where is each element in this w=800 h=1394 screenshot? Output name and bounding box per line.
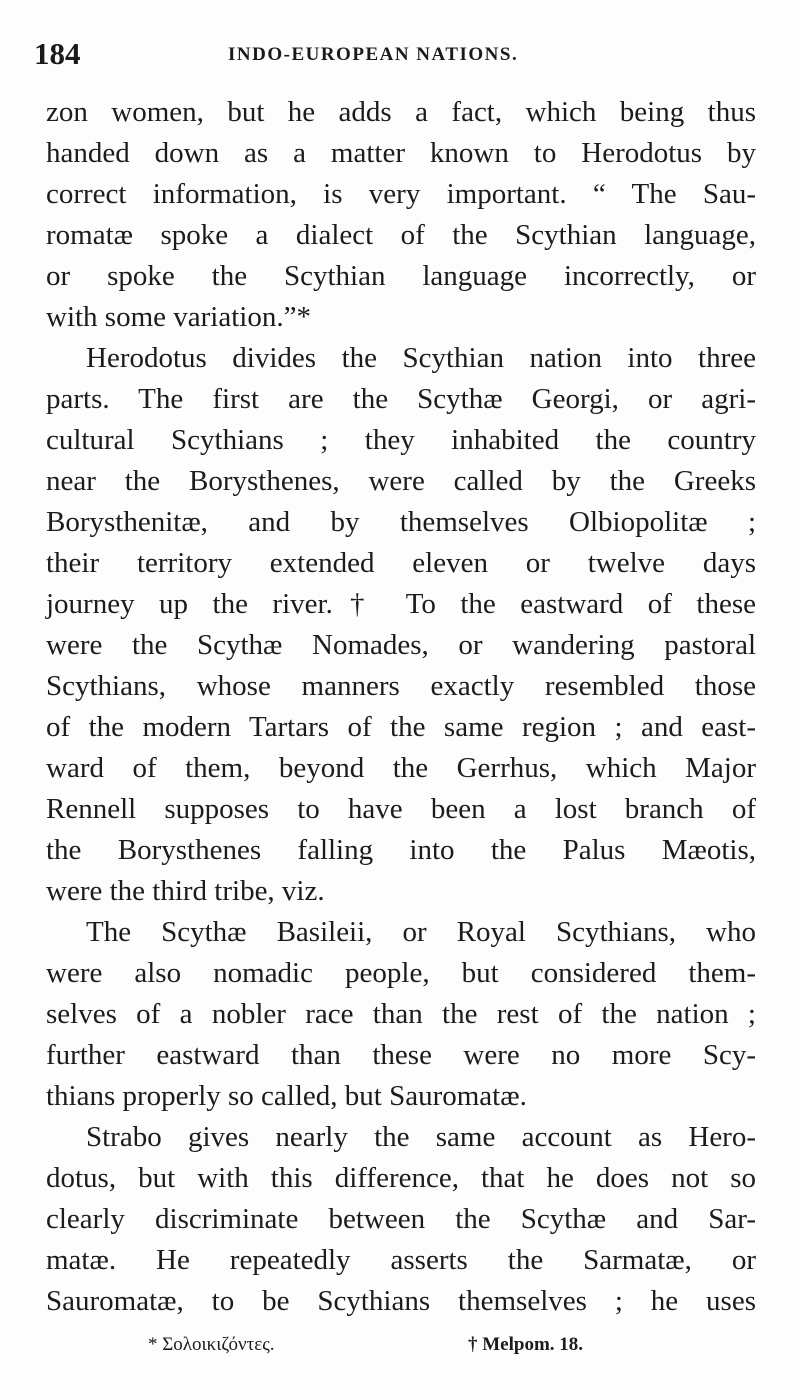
text-line: their territory extended eleven or twelve days [46, 547, 756, 579]
text-line: zon women, but he adds a fact, which being thus [46, 96, 756, 128]
text-line: of the modern Tartars of the same region ; and east- [46, 711, 756, 743]
text-line: Borysthenitæ, and by themselves Olbiopolitæ ; [46, 506, 756, 538]
text-line: near the Borysthenes, were called by the Greeks [46, 465, 756, 497]
text-line: dotus, but with this difference, that he does not so [46, 1162, 756, 1194]
text-line: Scythians, whose manners exactly resembled those [46, 670, 756, 702]
text-line: handed down as a matter known to Herodotus by [46, 137, 756, 169]
body-text [46, 92, 756, 1322]
footnote-dagger: † Melpom. 18. [468, 1334, 584, 1355]
text-line: were also nomadic people, but considered them- [46, 957, 756, 989]
footnotes [148, 1334, 648, 1364]
text-line: were the third tribe, viz. [46, 875, 325, 907]
page-number: 184 [34, 36, 81, 71]
text-line: with some variation.”* [46, 301, 311, 333]
paragraph-start: The Scythæ Basileii, or Royal Scythians, who [86, 916, 756, 948]
paragraph-start: Strabo gives nearly the same account as Hero- [86, 1121, 756, 1153]
text-line: parts. The first are the Scythæ Georgi, or agri- [46, 383, 756, 415]
text-line: thians properly so called, but Sauromatæ. [46, 1080, 527, 1112]
page-header [28, 34, 768, 74]
text-line: selves of a nobler race than the rest of the nation ; [46, 998, 756, 1030]
text-line: were the Scythæ Nomades, or wandering pastoral [46, 629, 756, 661]
running-title: INDO-EUROPEAN NATIONS. [228, 44, 519, 65]
paragraph-start: Herodotus divides the Scythian nation into three [86, 342, 756, 374]
footnote-star: * Σολοικιζόντες. [148, 1334, 275, 1355]
text-line: Sauromatæ, to be Scythians themselves ; he uses [46, 1285, 756, 1317]
text-line: further eastward than these were no more Scy- [46, 1039, 756, 1071]
text-line: or spoke the Scythian language incorrectly, or [46, 260, 756, 292]
text-line: clearly discriminate between the Scythæ and Sar- [46, 1203, 756, 1235]
text-line: Rennell supposes to have been a lost branch of [46, 793, 756, 825]
text-line: journey up the river.† To the eastward of these [46, 588, 756, 620]
text-line: romatæ spoke a dialect of the Scythian language, [46, 219, 756, 251]
text-line: correct information, is very important. “ The Sau- [46, 178, 756, 210]
text-line: ward of them, beyond the Gerrhus, which Major [46, 752, 756, 784]
text-line: matæ. He repeatedly asserts the Sarmatæ, or [46, 1244, 756, 1276]
text-line: cultural Scythians ; they inhabited the country [46, 424, 756, 456]
text-line: the Borysthenes falling into the Palus Mæotis, [46, 834, 756, 866]
